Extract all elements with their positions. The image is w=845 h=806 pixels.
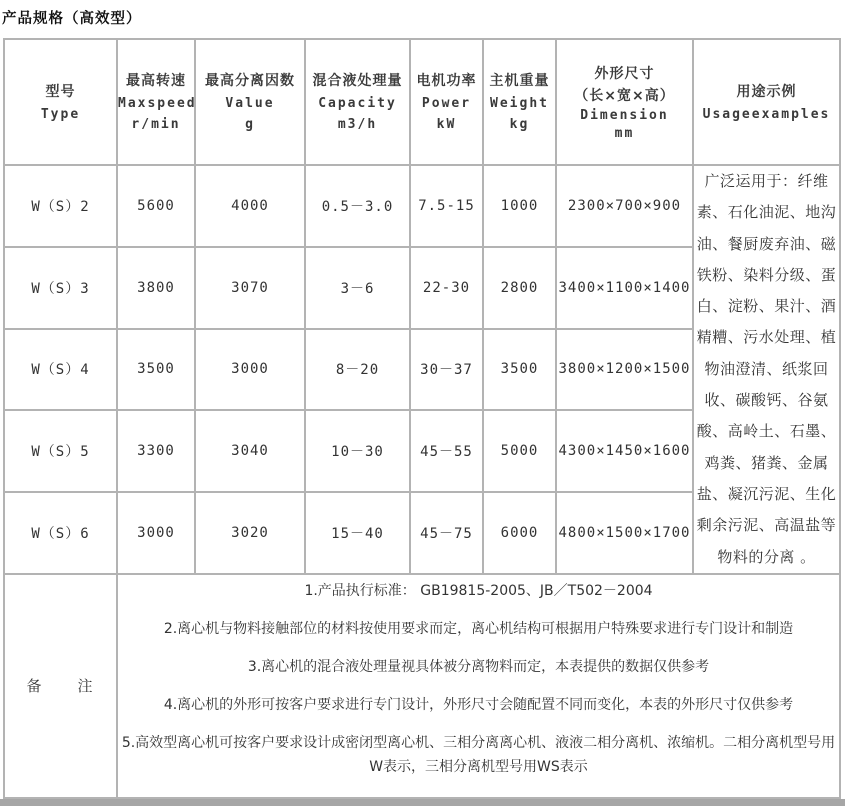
col-header-power <box>410 39 483 165</box>
col-header-capacity-unit: m3/h <box>337 117 378 132</box>
weight-cell: 2800 <box>483 247 556 329</box>
table-header-row <box>4 39 840 165</box>
model-cell: W（S）4 <box>4 329 117 411</box>
col-header-dimension <box>556 39 693 165</box>
bottom-divider <box>0 799 845 806</box>
col-header-weight-unit: kg <box>509 117 530 132</box>
note-item-3: 3.离心机的混合液处理量视具体被分离物料而定，本表提供的数据仅供参考 <box>247 658 710 675</box>
speed-cell: 3500 <box>117 329 195 411</box>
capacity-cell: 15－40 <box>305 492 410 574</box>
col-header-usage <box>693 39 840 165</box>
speed-cell: 3000 <box>117 492 195 574</box>
col-header-weight-en: Weight <box>490 96 549 111</box>
speed-cell: 3300 <box>117 410 195 492</box>
factor-cell: 4000 <box>195 165 305 247</box>
dimension-cell: 4800×1500×1700 <box>556 492 693 574</box>
col-header-weight-zh: 主机重量 <box>489 73 550 89</box>
col-header-factor-en: Value <box>225 96 275 111</box>
weight-cell: 3500 <box>483 329 556 411</box>
col-header-speed-en: Maxspeed <box>118 96 197 111</box>
model-cell: W（S）2 <box>4 165 117 247</box>
notes-row <box>4 574 840 798</box>
power-cell: 30－37 <box>410 329 483 411</box>
col-header-dimension-unit: mm <box>614 125 635 141</box>
capacity-cell: 3－6 <box>305 247 410 329</box>
note-item-2: 2.离心机与物料接触部位的材料按使用要求而定，离心机结构可根据用户特殊要求进行专门设计和制造 <box>163 620 794 637</box>
note-item-5: 5.高效型离心机可按客户要求设计成密闭型离心机、三相分离离心机、液液二相分离机、浓缩机。二相分离机型号用W表示，三相分离机型号用WS表示 <box>121 734 836 775</box>
col-header-model <box>4 39 117 165</box>
spec-table <box>3 38 841 799</box>
note-item-4: 4.离心机的外形可按客户要求进行专门设计，外形尺寸会随配置不同而变化，本表的外形尺寸仅供参考 <box>163 696 794 713</box>
model-cell: W（S）3 <box>4 247 117 329</box>
weight-cell: 6000 <box>483 492 556 574</box>
col-header-factor-unit: g <box>245 117 255 132</box>
col-header-speed-zh: 最高转速 <box>126 73 186 89</box>
power-cell: 7.5-15 <box>410 165 483 247</box>
speed-cell: 3800 <box>117 247 195 329</box>
note-item-1: 1.产品执行标准： GB19815-2005、JB／T502－2004 <box>304 582 653 599</box>
dimension-cell: 3800×1200×1500 <box>556 329 693 411</box>
col-header-power-en: Power <box>421 96 472 111</box>
usage-examples-cell: 广泛运用于：纤维素、石化油泥、地沟油、餐厨废弃油、磁铁粉、染料分级、蛋白、淀粉、果汁、酒精糟、污水处理、植物油澄清、纸浆回收、碳酸钙、谷氨酸、高岭土、石墨、鸡粪、猪粪、金属盐、凝沉污泥、生化剩余污泥、高温盐等物料的分离 。 <box>693 165 840 574</box>
col-header-power-unit: kW <box>436 117 457 132</box>
col-header-power-zh: 电机功率 <box>416 73 477 89</box>
factor-cell: 3000 <box>195 329 305 411</box>
col-header-dimension-en: Dimension <box>580 107 669 123</box>
capacity-cell: 8－20 <box>305 329 410 411</box>
col-header-dimension-zh2: （长×宽×高） <box>574 87 675 104</box>
col-header-weight <box>483 39 556 165</box>
notes-content <box>117 574 840 798</box>
factor-cell: 3020 <box>195 492 305 574</box>
capacity-cell: 10－30 <box>305 410 410 492</box>
col-header-speed <box>117 39 195 165</box>
col-header-capacity-zh: 混合液处理量 <box>312 73 403 89</box>
page-title: 产品规格（高效型） <box>2 11 142 27</box>
speed-cell: 5600 <box>117 165 195 247</box>
capacity-cell: 0.5－3.0 <box>305 165 410 247</box>
col-header-capacity-en: Capacity <box>318 96 397 111</box>
col-header-speed-unit: r/min <box>131 117 181 132</box>
col-header-factor <box>195 39 305 165</box>
factor-cell: 3040 <box>195 410 305 492</box>
model-cell: W（S）6 <box>4 492 117 574</box>
table-row <box>4 165 840 247</box>
dimension-cell: 4300×1450×1600 <box>556 410 693 492</box>
power-cell: 22-30 <box>410 247 483 329</box>
model-cell: W（S）5 <box>4 410 117 492</box>
dimension-cell: 3400×1100×1400 <box>556 247 693 329</box>
col-header-model-zh: 型号 <box>45 83 76 100</box>
factor-cell: 3070 <box>195 247 305 329</box>
notes-label: 备 注 <box>4 574 117 798</box>
col-header-usage-zh: 用途示例 <box>736 83 797 100</box>
power-cell: 45－55 <box>410 410 483 492</box>
col-header-factor-zh: 最高分离因数 <box>205 73 295 89</box>
dimension-cell: 2300×700×900 <box>556 165 693 247</box>
col-header-dimension-zh: 外形尺寸 <box>594 65 655 82</box>
weight-cell: 5000 <box>483 410 556 492</box>
col-header-capacity <box>305 39 410 165</box>
weight-cell: 1000 <box>483 165 556 247</box>
col-header-usage-en: Usageexamples <box>702 106 831 122</box>
power-cell: 45－75 <box>410 492 483 574</box>
col-header-model-en: Type <box>40 106 81 122</box>
